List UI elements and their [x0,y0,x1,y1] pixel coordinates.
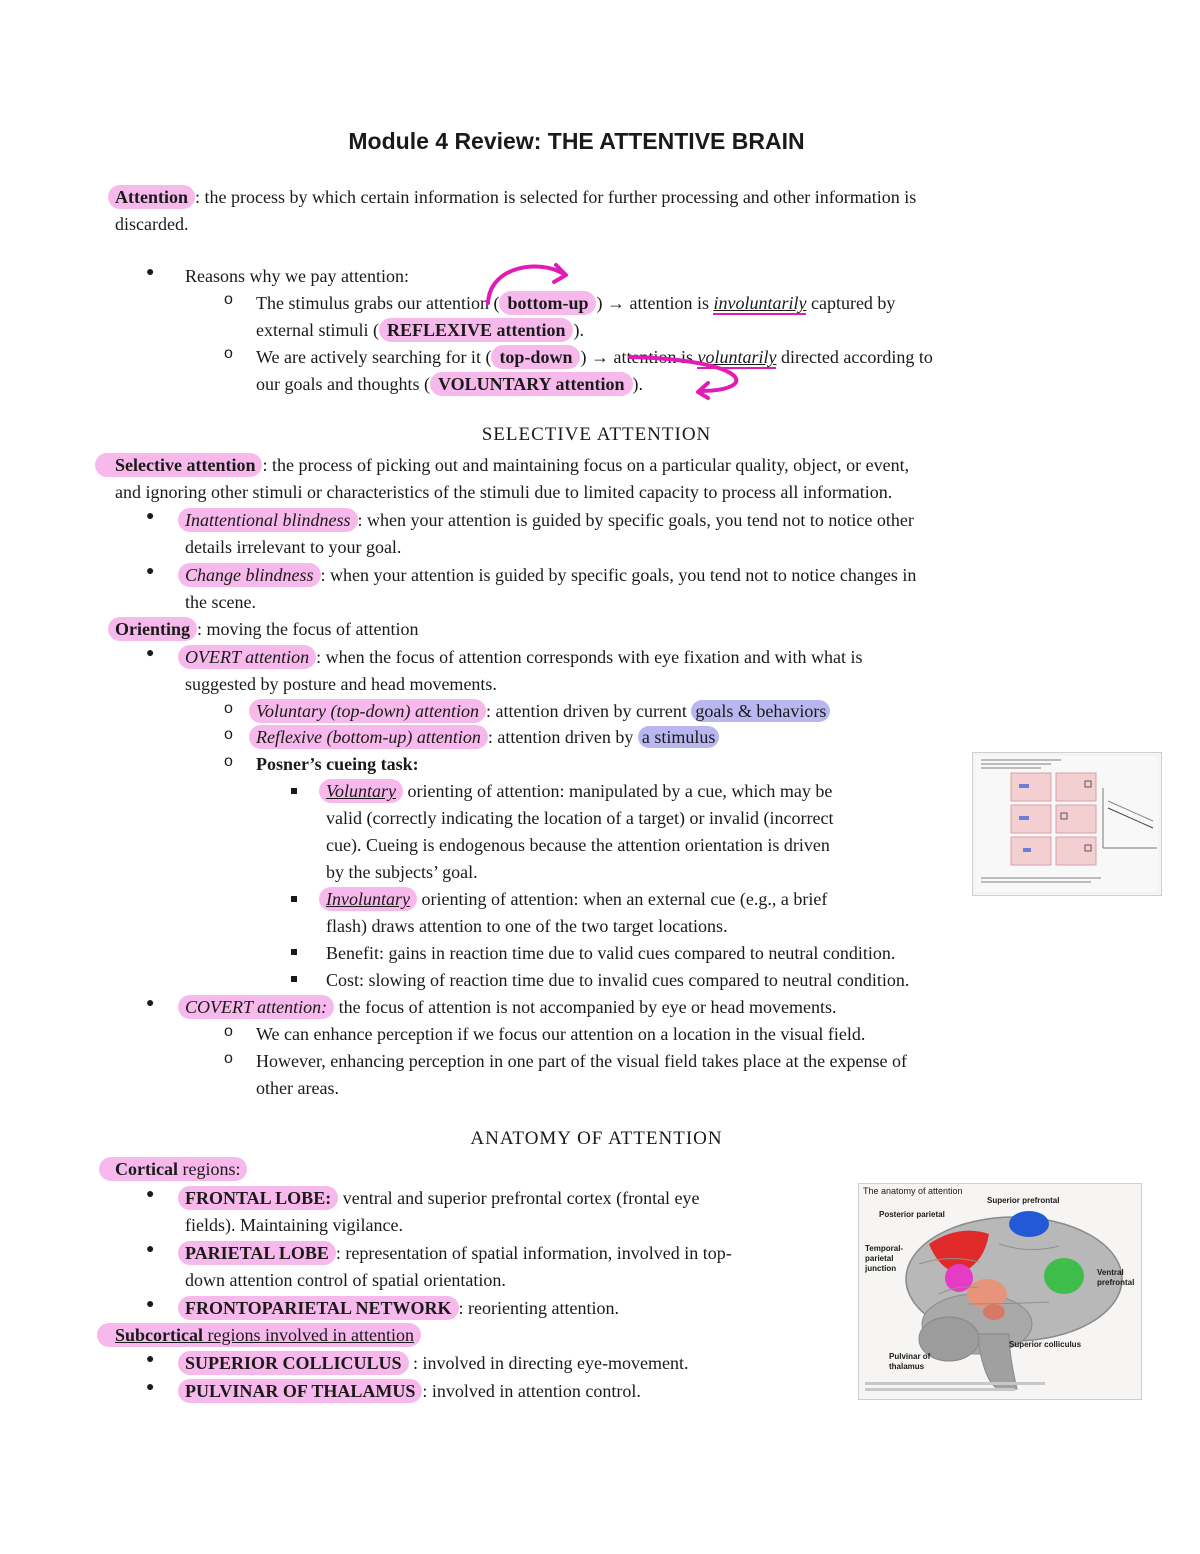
parietal-lobe-term: PARIETAL LOBE [178,1241,336,1265]
change-blindness-term: Change blindness [178,563,321,587]
caption-line [865,1388,1015,1391]
annotation-arrows [470,255,750,405]
posner-benefit: Benefit: gains in reaction time due to valid cues compared to neutral condition. [326,943,896,963]
pulvinar-term: PULVINAR OF THALAMUS [178,1379,422,1403]
posner-voluntary-line-2: valid (correctly indicating the location of a target) or invalid (incorrect [326,808,834,828]
bullet-dot: ● [146,1352,155,1367]
superior-colliculus-term: SUPERIOR COLLICULUS [178,1351,409,1375]
frontoparietal-term: FRONTOPARIETAL NETWORK [178,1296,459,1320]
covert-item-2: However, enhancing perception in one part of the visual field takes place at the expense of [256,1051,908,1071]
reason-item-1: The stimulus grabs our attention ( bottom-up ) → attention is involuntarily captured by [256,293,896,313]
attention-term: Attention [108,185,195,209]
brain-figure-title: The anatomy of attention [863,1186,963,1196]
intro-line-2: discarded. [115,214,189,234]
goals-behaviors-highlight: goals & behaviors [691,700,830,722]
sub-bullet-o: o [224,753,233,770]
orienting-line: Orienting : moving the focus of attention [115,616,418,642]
posner-voluntary-line-4: by the subjects’ goal. [326,862,478,882]
bullet-dot: ● [146,1242,155,1257]
voluntary-attention-term: VOLUNTARY attention [430,372,633,396]
parietal-lobe-line-2: down attention control of spatial orientation. [185,1270,506,1290]
caption-line [865,1382,1045,1385]
bullet-dot: ● [146,509,155,524]
bullet-dot: ● [146,1380,155,1395]
change-blindness: Change blindness : when your attention is guided by specific goals, you tend not to notice changes in [185,562,916,588]
section-heading-selective: SELECTIVE ATTENTION [481,424,712,445]
frontal-lobe-term: FRONTAL LOBE: [178,1186,338,1210]
frontal-lobe-line-2: fields). Maintaining vigilance. [185,1215,403,1235]
posner-involuntary: Involuntary orienting of attention: when an external cue (e.g., a brief [326,886,827,912]
orienting-term: Orienting [108,617,197,641]
parietal-lobe: PARIETAL LOBE : representation of spatial information, involved in top- [185,1240,732,1266]
posner-heading: Posner’s cueing task: [256,754,419,774]
bullet-dot: ● [146,1187,155,1202]
frontal-lobe: FRONTAL LOBE: ventral and superior prefrontal cortex (frontal eye [185,1185,700,1211]
posner-involuntary-line-2: flash) draws attention to one of the two target locations. [326,916,728,936]
overt-attention-term: OVERT attention [178,645,316,669]
posner-voluntary: Voluntary orienting of attention: manipulated by a cue, which may be [326,778,832,804]
bullet-dot: ● [146,265,155,280]
covert-item-1: We can enhance perception if we focus our attention on a location in the visual field. [256,1024,866,1044]
square-bullet [291,976,297,982]
square-bullet [291,949,297,955]
sub-bullet-o: o [224,345,233,362]
selective-line-2: and ignoring other stimuli or characteristics of the stimuli due to limited capacity to process all information. [115,482,893,502]
inattentional-blindness-line-2: details irrelevant to your goal. [185,537,402,557]
page-title: Module 4 Review: THE ATTENTIVE BRAIN [348,128,805,154]
label-ventral-prefrontal: Ventral prefrontal [1097,1268,1135,1287]
pulvinar: PULVINAR OF THALAMUS : involved in attention control. [185,1378,641,1404]
superior-colliculus: SUPERIOR COLLICULUS : involved in directing eye-movement. [185,1350,688,1376]
covert-attention-term: COVERT attention: [178,995,334,1019]
brain-anatomy-figure [858,1183,1142,1400]
label-superior-colliculus: Superior colliculus [1009,1340,1082,1349]
reason-item-2: We are actively searching for it ( top-down ) → attention is voluntarily directed according to [256,347,933,367]
label-posterior-parietal: Posterior parietal [879,1210,945,1219]
posner-figure-graphic [973,753,1161,895]
change-blindness-line-2: the scene. [185,592,256,612]
posner-cost: Cost: slowing of reaction time due to invalid cues compared to neutral condition. [326,970,910,990]
bullet-dot: ● [146,564,155,579]
overt-attention-line-2: suggested by posture and head movements. [185,674,497,694]
posner-voluntary-line-3: cue). Cueing is endogenous because the attention orientation is driven [326,835,830,855]
sub-bullet-o: o [224,1050,233,1067]
top-down-term: top-down [491,345,580,369]
voluntary-attention-item: Voluntary (top-down) attention : attention driven by current goals & behaviors [256,698,830,724]
label-pulvinar: Pulvinar of thalamus [889,1352,931,1371]
inattentional-blindness: Inattentional blindness : when your attention is guided by specific goals, you tend not to notice other [185,507,914,533]
reason-item-2-line-2: our goals and thoughts ( VOLUNTARY attention ). [256,374,643,394]
square-bullet [291,788,297,794]
sub-bullet-o: o [224,700,233,717]
reflexive-attention-term: REFLEXIVE attention [379,318,574,342]
reason-item-1-line-2: external stimuli ( REFLEXIVE attention ). [256,320,584,340]
selective-line-1: Selective attention : the process of picking out and maintaining focus on a particular quality, object, or event, [115,452,909,478]
label-temporal-parietal-junction: Temporal-parietal junction [865,1244,904,1273]
overt-attention: OVERT attention : when the focus of attention corresponds with eye fixation and with what is [185,644,863,670]
selective-attention-term: Selective attention [95,453,262,477]
section-heading-anatomy: ANATOMY OF ATTENTION [470,1128,723,1149]
sub-bullet-o: o [224,1023,233,1040]
reasons-label: Reasons why we pay attention: [185,266,409,286]
subcortical-regions: Subcortical regions involved in attention [115,1322,421,1348]
posner-task-figure [972,752,1162,896]
intro-line-1 [115,184,916,210]
sub-bullet-o: o [224,726,233,743]
bottom-up-term: bottom-up [499,291,596,315]
covert-attention: COVERT attention: the focus of attention is not accompanied by eye or head movements. [185,994,837,1020]
sub-bullet-o: o [224,291,233,308]
covert-item-2-line-2: other areas. [256,1078,339,1098]
stimulus-highlight: a stimulus [638,726,720,748]
bullet-dot: ● [146,1297,155,1312]
bullet-dot: ● [146,996,155,1011]
bullet-dot: ● [146,646,155,661]
reflexive-attention-item: Reflexive (bottom-up) attention : attention driven by a stimulus [256,724,719,750]
label-superior-prefrontal: Superior prefrontal [987,1196,1060,1205]
attention-definition: : the process by which certain information is selected for further processing and other information is [195,187,917,207]
inattentional-blindness-term: Inattentional blindness [178,508,358,532]
square-bullet [291,896,297,902]
cortical-regions: Cortical regions: [115,1156,247,1182]
frontoparietal-network: FRONTOPARIETAL NETWORK : reorienting attention. [185,1295,619,1321]
